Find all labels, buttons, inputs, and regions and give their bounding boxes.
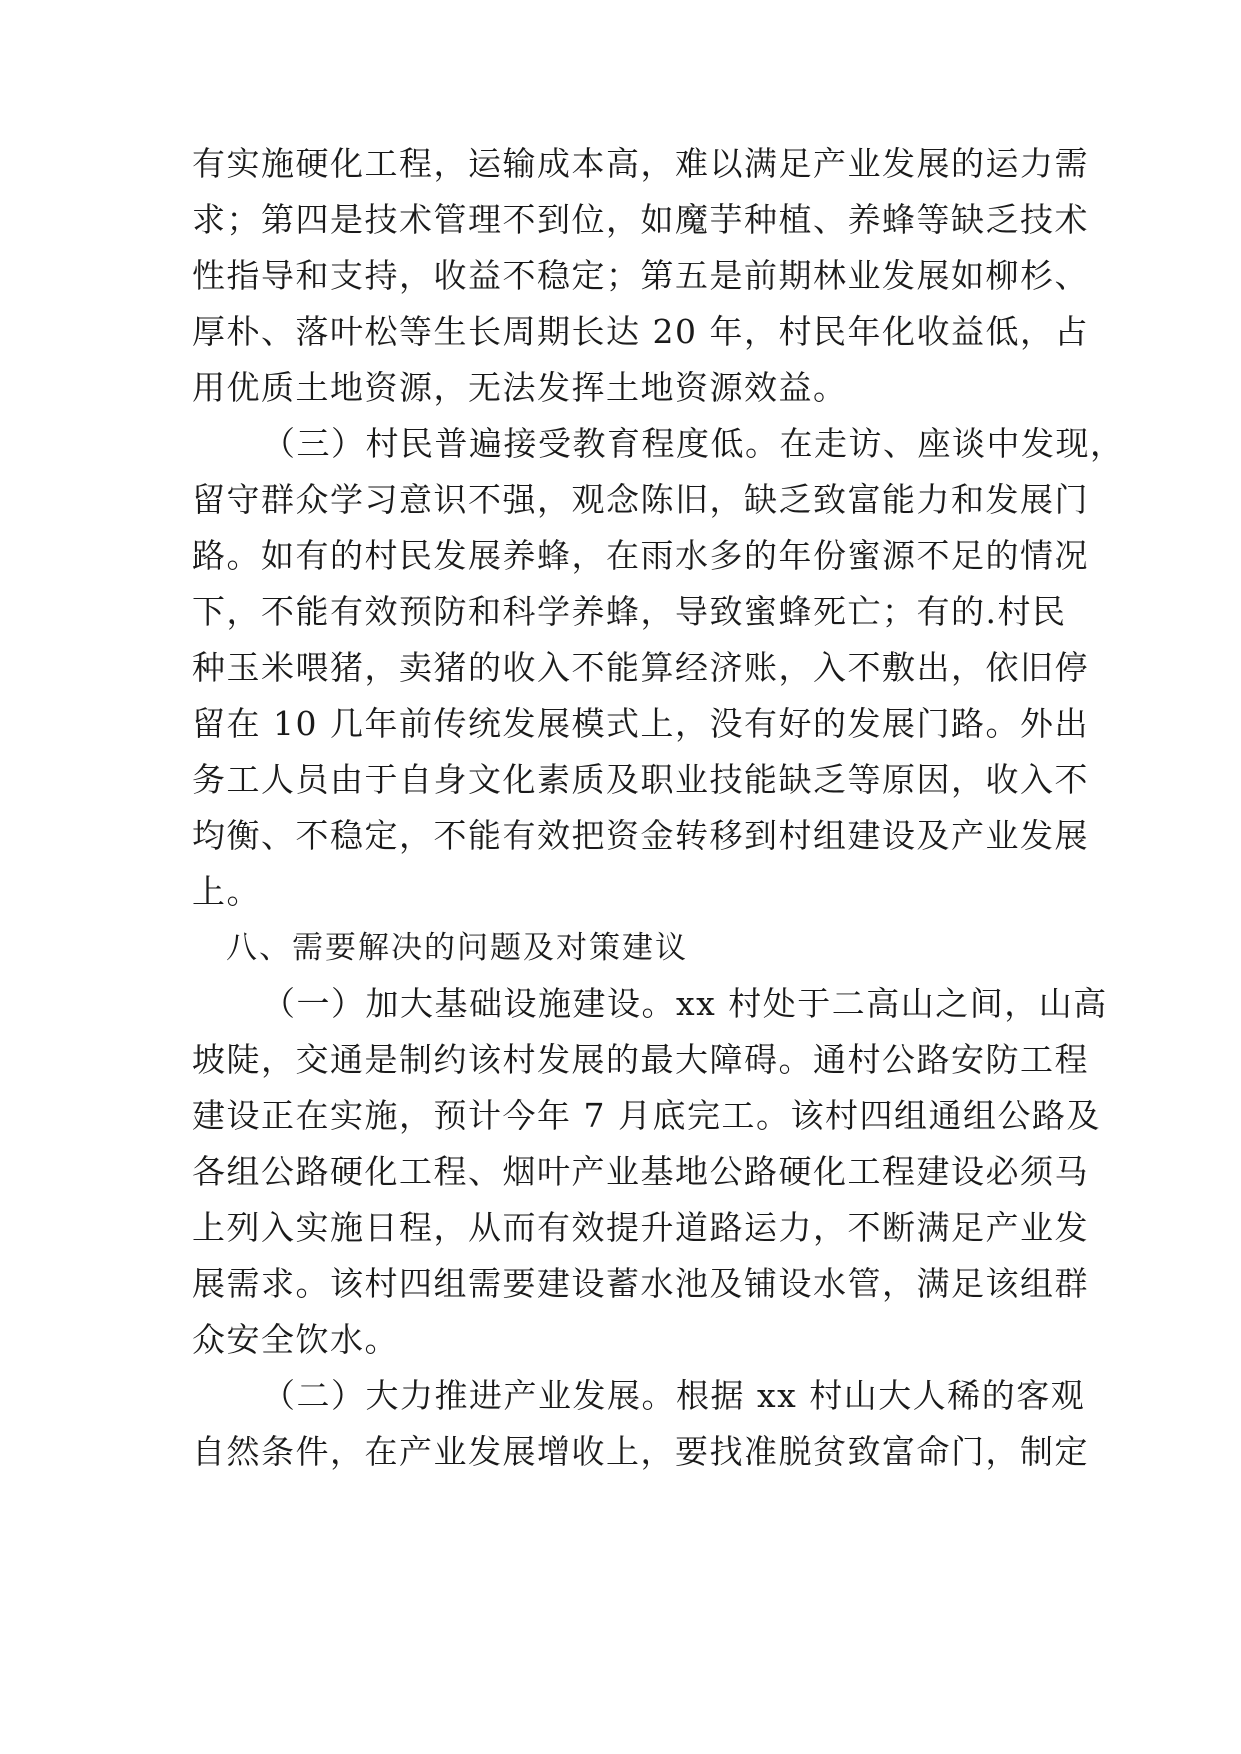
text-line: 上列入实施日程，从而有效提升道路运力，不断满足产业发 xyxy=(192,1208,1089,1247)
text-line: 厚朴、落叶松等生长周期长达 20 年，村民年化收益低，占 xyxy=(192,312,1089,351)
text-line: 展需求。该村四组需要建设蓄水池及铺设水管，满足该组群 xyxy=(192,1264,1089,1303)
text-line: 自然条件，在产业发展增收上，要找准脱贫致富命门，制定 xyxy=(192,1432,1089,1471)
text-line: 留守群众学习意识不强，观念陈旧，缺乏致富能力和发展门 xyxy=(192,480,1089,519)
text-line: 务工人员由于自身文化素质及职业技能缺乏等原因，收入不 xyxy=(192,760,1089,799)
paragraph-start-line: （二）大力推进产业发展。根据 xx 村山大人稀的客观 xyxy=(262,1376,1086,1415)
text-line: 各组公路硬化工程、烟叶产业基地公路硬化工程建设必须马 xyxy=(192,1152,1089,1191)
paragraph-start-line: （三）村民普遍接受教育程度低。在走访、座谈中发现， xyxy=(262,424,1125,463)
text-line: 下，不能有效预防和科学养蜂，导致蜜蜂死亡；有的.村民 xyxy=(192,592,1067,631)
text-line: 均衡、不稳定，不能有效把资金转移到村组建设及产业发展 xyxy=(192,816,1089,855)
paragraph-start-line: （一）加大基础设施建设。xx 村处于二高山之间，山高 xyxy=(262,984,1108,1023)
text-line: 坡陡，交通是制约该村发展的最大障碍。通村公路安防工程 xyxy=(192,1040,1089,1079)
text-line: 众安全饮水。 xyxy=(192,1320,399,1359)
text-line: 用优质土地资源，无法发挥土地资源效益。 xyxy=(192,368,848,407)
text-line: 求；第四是技术管理不到位，如魔芋种植、养蜂等缺乏技术 xyxy=(192,200,1089,239)
text-line: 种玉米喂猪，卖猪的收入不能算经济账，入不敷出，依旧停 xyxy=(192,648,1089,687)
text-line: 路。如有的村民发展养蜂，在雨水多的年份蜜源不足的情况 xyxy=(192,536,1089,575)
text-line: 上。 xyxy=(192,872,261,911)
text-line: 留在 10 几年前传统发展模式上，没有好的发展门路。外出 xyxy=(192,704,1089,743)
section-heading: 八、需要解决的问题及对策建议 xyxy=(226,930,688,966)
text-line: 性指导和支持，收益不稳定；第五是前期林业发展如柳杉、 xyxy=(192,256,1089,295)
text-line: 有实施硬化工程，运输成本高，难以满足产业发展的运力需 xyxy=(192,144,1089,183)
text-line: 建设正在实施，预计今年 7 月底完工。该村四组通组公路及 xyxy=(192,1096,1101,1135)
